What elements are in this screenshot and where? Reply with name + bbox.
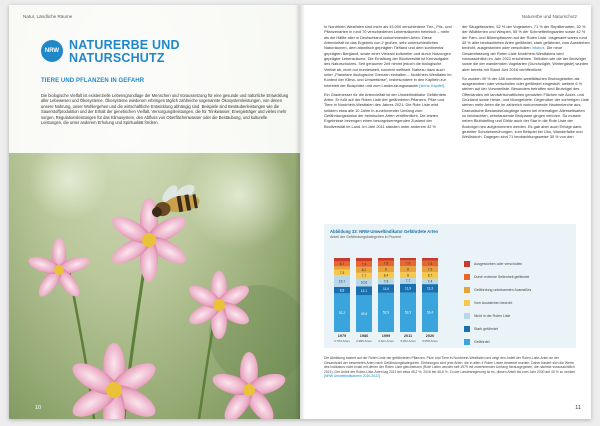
bar-value-label: 15,7 (338, 279, 346, 284)
section-subtitle: TIERE UND PFLANZEN IN GEFAHR (41, 78, 145, 84)
nrw-logo-icon: NRW (41, 40, 63, 62)
intro-text: Die biologische Vielfalt ist existenzielle Lebensgrundlage der Menschen und Voraussetzung für eine gesunde und natürliche Entwicklung aller Lebewesen und Ökosysteme. Ökosysteme wiederum erbringen täglich zahlreiche sogenannte Ökosystemleistungen, von denen unsere Nahrung, unser Wohlergehen und die wirtschaftliche Entwicklung abhängig sind. Beispiele sind Bestäuberleistungen wie die Sauerstoffproduktion und der Erhalt der genetischen Vielfalt, Versorgungsleistungen, die für Trinkwasser, Energieträger und vieles mehr sorgen, Regulationsleistungen für das Klimasystem, den Abfluss von Oberflächenwasser oder die Bestäubung, und kulturelle Leistungen, die unter anderem Erholung und Spiritualität fördern. (41, 93, 289, 126)
paragraph (462, 24, 590, 72)
bar-segment (422, 258, 438, 261)
x-tick-label: 1999 (381, 334, 391, 338)
legend-label: Gefährdet (474, 339, 490, 344)
paragraph-text: In Nordrhein-Westfalen sind mehr als 43.000 verschiedene Tier-, Pilz- und Pflanzenarten in rund 70 verschiedenen Lebensräumen heimisch – mehr als die Hälfte aller in Deutschland vorkommenden Arten. Diese Artenvielfalt ist das Ergebnis von 2 großen, sehr unterschiedlichen Naturräumen, dem atlantisch geprägten Tiefland und dem kontinental geprägten Bergland, sowie einer Vielzahl kultureller und durch Nutzungen geprägter Lebensräume. Die Erhaltung der Biodiversität ist Kernaufgabe des Naturschutzes. Seit geraumer Zeit nimmt jedoch die biologische Vielfalt ab, nicht nur bundesweit, sondern weltweit. Nahezu dazu auch unter „Planetare ökologische Grenzen einhalten – Nordrhein-Westfalen im Kontext der Klima- und Umweltkrise“, insbesondere in den Kapiteln zur Inbetrieb der Biosphäre und zum Landnutzungswandel (324, 24, 452, 88)
paragraph-text: der Säugetierarten, 52 % der Vogelarten, 71 % der Reptilienarten, 52 % der Wildbienen und Wespen, 55 % der Schmetterlingsarten sowie 42 % der Farn- und Blütenpflanzen auf der Roten Liste. Insgesamt waren rund 45 % aller beobachteten Arten gefährdet, stark gefährdet, vom Aussterben bedroht, ausgestorben oder verschollen (462, 24, 590, 51)
bar-value-label: 8 (407, 273, 409, 278)
bar-value-label: 53,3 (404, 310, 412, 315)
legend-swatch (464, 261, 470, 267)
legend-entry (464, 322, 574, 335)
bar-segment (356, 258, 372, 261)
chart-subtitle: Anteil der Gefährdungskategorien in Prozent (330, 235, 401, 239)
bar-value-label: 11,6 (383, 286, 389, 291)
page-number-right: 11 (575, 405, 581, 411)
paragraph: So wurden 49 % der 188 nordrhein-westfälischen Brutvogelarten als ausgestorben oder verschollen oder gefährdet eingestuft, weitere 6 % stehen auf der Vorwarnliste. Besonders betroffen sind Brutvögel des Offenlandes mit landwirtschaftlichen genutzten Flächen wie Acker- und Grünland sowie Heide- und Moorgebiete. Gegenüber der vorherigen Liste stehen mehr Arten die im zahlreich vorkommende Haubenlerche aus. Dramatische Bestandsrückgänge waren bei ehemaligen Allerweltsarten zu beobachten, zehntausende Brutpaare gingen verloren. So musste neben Bluthänfling und Girlitz auch der Star in die Rote Liste der Brutvögel neu aufgenommen werden. Es gab aber auch Erfolge dank gezielter Schutzbemühungen, zum Beispiel bei Uhu, Wanderfalke und Weißstorch. Dagegen sind 71 beobachtungsweise 30 % von den (462, 75, 589, 140)
legend-swatch (464, 313, 470, 319)
bar-value-label: 11,3 (427, 286, 433, 291)
bar-value-label: 8,7 (427, 273, 433, 278)
infobox-link[interactable]: Infobox (531, 45, 545, 51)
legend-label: Ausgestorben oder verschollen (474, 261, 523, 266)
bar-segment (334, 266, 350, 269)
legend-entry (464, 270, 574, 283)
bar-value-label: 7,9 (427, 267, 433, 272)
bar-segment (334, 258, 350, 261)
left-page (9, 5, 300, 419)
bar-value-label: 7,5 (339, 270, 345, 275)
legend-entry (464, 296, 574, 309)
title-line-2: NATURSCHUTZ (69, 51, 165, 65)
bar-value-label: 8 (407, 267, 409, 272)
title-line-1: NATURERBE UND (69, 38, 180, 52)
bar-value-label: 7,4 (361, 262, 367, 267)
x-tick-sublabel: 3.062 Arten (400, 339, 416, 343)
chart-legend (464, 257, 574, 348)
x-tick-sublabel: 3.058 Arten (422, 339, 438, 343)
bar-value-label: 7,7 (405, 279, 411, 284)
bar-value-label: 8 (385, 267, 387, 272)
chapter-link[interactable]: [siehe Kapitel]. (419, 82, 445, 88)
chart-figure (324, 224, 576, 348)
legend-swatch (464, 339, 470, 345)
bar-value-label: 8,1 (361, 268, 367, 273)
x-tick-label: 1986 (359, 334, 369, 338)
bar-value-label: 8,8 (339, 288, 345, 293)
legend-label: Gefährdung unbekannten Ausmaßes (474, 287, 532, 292)
figure-caption (324, 356, 576, 379)
legend-entry (464, 309, 574, 322)
bar-value-label: 8,4 (383, 273, 389, 278)
legend-label: Vom Aussterben bedroht (474, 300, 513, 305)
bar-segment (400, 258, 416, 260)
x-tick-sublabel: 2.986 Arten (356, 339, 372, 343)
bar-value-label: 7,7 (361, 273, 367, 278)
bar-value-label: 6,7 (339, 262, 345, 267)
bar-value-label: 7,8 (427, 261, 433, 266)
bar-value-label: 7,4 (427, 279, 433, 284)
page-number-left: 10 (35, 405, 42, 411)
legend-entry (464, 335, 574, 348)
running-head-left: Natur, Ländliche Räume (23, 14, 73, 19)
paragraph (324, 24, 452, 88)
legend-entry (464, 283, 574, 296)
right-page (300, 5, 591, 419)
bar-value-label: 52,9 (382, 310, 390, 315)
legend-entry (464, 257, 574, 270)
legend-label: Stark gefährdet (474, 326, 498, 331)
running-head-right: Naturerbe und Naturschutz (521, 14, 577, 19)
bar-value-label: 10,6 (360, 280, 368, 285)
legend-swatch (464, 287, 470, 293)
bar-value-label: 7,9 (383, 279, 389, 284)
x-tick-label: 2011 (403, 334, 413, 338)
x-tick-sublabel: 2.763 Arten (334, 339, 350, 343)
legend-swatch (464, 326, 470, 332)
legend-swatch (464, 300, 470, 306)
bar-value-label: 7,8 (383, 261, 389, 266)
legend-swatch (464, 274, 470, 280)
x-tick-sublabel: 3.101 Arten (378, 339, 394, 343)
text-column-2 (462, 24, 590, 143)
caption-link[interactable]: [NRW Umweltindikatoren 2020-2022] (324, 374, 380, 378)
x-tick-label: 2020 (425, 334, 435, 338)
book-spread (9, 5, 591, 419)
bar-value-label: 12,1 (360, 289, 368, 294)
bar-value-label: 49,6 (360, 311, 368, 316)
x-tick-label: 1979 (337, 334, 347, 338)
page-title (69, 39, 180, 65)
bar-segment (378, 258, 394, 261)
paragraph-text: . Die neue Gesamtfassung der Roten Liste Nordrhein-Westfalens wird voraussichtlich im Jahr 2021 erscheinen. Teilfolien wie die der Brutvögel sowie die der wandernden Vogelarten (Durchzügler, Wintergäste) wurden aber bereits mit Stand Juni 2016 veröffentlicht: (462, 45, 589, 72)
text-column-1 (324, 24, 452, 133)
legend-label: Nicht in der Roten Liste (474, 313, 511, 318)
chart-title: Abbildung 33: NRW-Umweltindikator Gefährdete Arten (330, 229, 439, 234)
bar-value-label: 7,9 (405, 261, 411, 266)
legend-label: Durch extreme Seltenheit gefährdet (474, 274, 530, 279)
paragraph: Ein Gradmesser für die Artenvielfalt ist der Umweltindikator Gefährdete Arten. Er fußt auf der Roten Liste der gefährdeten Pflanzen, Pilze und Tiere in Nordrhein-Westfalen des Jahres 2021. Die Rote Liste wird seitdem etwa alle 10 Jahre in zunehmender Umfang zum Gefährdungsstatus der heimischen Arten veröffentlicht. Die letzten Ergebnisse bezeugen einen besorgniserregenden Zustand der Biodiversität im Land. Im Jahr 2011 standen unter anderem 42 % (324, 91, 447, 129)
bar-value-label: 53,4 (426, 310, 434, 315)
bar-value-label: 11,9 (405, 286, 411, 291)
bar-value-label: 52,2 (338, 310, 346, 315)
caption-text: Die Abbildung basiert auf der Roten Liste der gefährdeten Pflanzen, Pilze und Tiere in Nordrhein-Westfalen und zeigt den Anteil der Roten-Liste-Arten an der Gesamtzahl der bewerteten Arten nach Gefährdungskategorien. Einbezogen sind jene Arten, die in allen 4 Roten Listen bewertet wurden. Daher basiert sich die Werte des Indikators nicht exakt mit denen der Roten Liste gleichsetzen (Rote Listen wurden seit 1979 mit zunehmender Umfang herausgegeben, die nächste voraussichtlich 2021). Der Anteil der Roten-Liste-Arten lag 2011 bei etwa 45,2 %, 2016 bei 46,8 %. Zu der Landesregierung ist es, diesen Anteil bis zum Jahr 2030 auf 40 % zu senken (324, 356, 576, 374)
